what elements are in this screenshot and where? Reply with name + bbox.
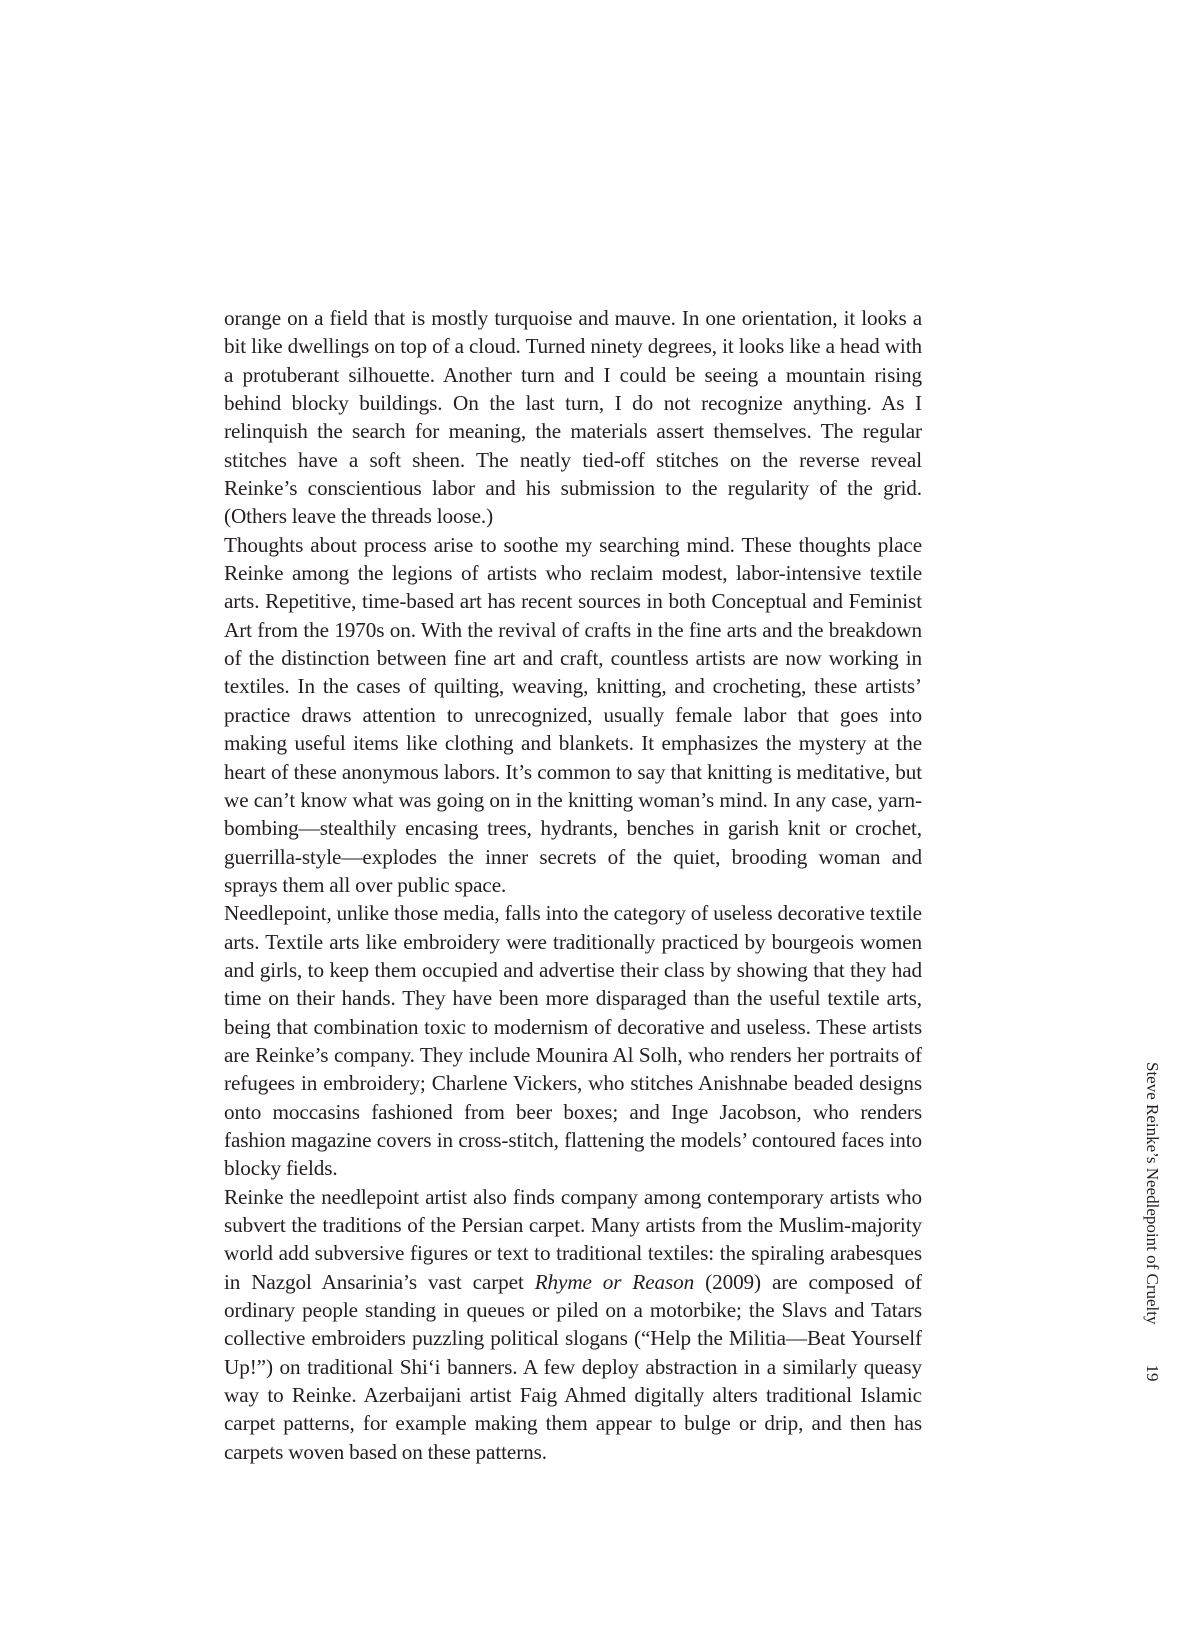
paragraph-4-lead: Reinke the needlepoint artist also finds company among contemporary artists who subvert the traditions of the Persian carpet. Many artists from the Muslim-majority world add subversive figures or text to traditional textiles: the spiraling arabesques in Nazgol Ansarinia’s vast carpet bbox=[224, 1184, 922, 1294]
paragraph-1: orange on a field that is mostly turquoise and mauve. In one orientation, it looks a bit like dwellings on top of a cloud. Turned ninety degrees, it looks like a head with a protuberant silhouette. Another turn and I could be seeing a mountain rising behind blocky buildings. On the last turn, I do not recognize anything. As I relinquish the search for meaning, the materials assert themselves. The regular stitches have a soft sheen. The neatly tied-off stitches on the reverse reveal Reinke’s conscientious labor and his submission to the regularity of the grid. (Others leave the threads loose.) bbox=[224, 306, 922, 529]
paragraph-2: Thoughts about process arise to soothe my searching mind. These thoughts place Reinke among the legions of artists who reclaim modest, labor-intensive textile arts. Repetitive, time-based art has recent sources in both Conceptual and Feminist Art from the 1970s on. With the revival of crafts in the fine arts and the breakdown of the distinction between fine art and craft, countless artists are now working in textiles. In the cases of quilting, weaving, knitting, and crocheting, these artists’ practice draws attention to unrecognized, usually female labor that goes into making useful items like clothing and blankets. It emphasizes the mystery at the heart of these anonymous labors. It’s common to say that knitting is meditative, but we can’t know what was going on in the knitting woman’s mind. In any case, yarn-bombing—stealthily encasing trees, hydrants, benches in garish knit or crochet, guerrilla-style—explodes the inner secrets of the quiet, brooding woman and sprays them all over public space. bbox=[224, 532, 922, 897]
paragraph-4 bbox=[224, 1183, 922, 1466]
running-head bbox=[1140, 1062, 1164, 1442]
paragraph-4-rest: (2009) are composed of ordinary people standing in queues or piled on a motorbike; the Slavs and Tatars collective embroiders puzzling political slogans (“Help the Militia—Beat Yourself Up!”) on traditional Shi‘i banners. A few deploy abstraction in a similarly queasy way to Reinke. Azerbaijani artist Faig Ahmed digitally alters traditional Islamic carpet patterns, for example making them appear to bulge or drip, and then has carpets woven based on these patterns. bbox=[224, 1269, 922, 1464]
paragraph-3: Needlepoint, unlike those media, falls into the category of useless decorative textile arts. Textile arts like embroidery were traditionally practiced by bourgeois women and girls, to keep them occupied and advertise their class by showing that they had time on their hands. They have been more disparaged than the useful textile arts, being that combination toxic to modernism of decorative and useless. These artists are Reinke’s company. They include Mounira Al Solh, who renders her portraits of refugees in embroidery; Charlene Vickers, who stitches Anishnabe beaded designs onto moccasins fashioned from beer boxes; and Inge Jacobson, who renders fashion magazine covers in cross-stitch, flattening the models’ contoured faces into blocky fields. bbox=[224, 901, 922, 1181]
body-text bbox=[224, 304, 922, 1466]
running-head-title: Steve Reinke’s Needlepoint of Cruelty bbox=[1143, 1062, 1162, 1325]
artwork-title: Rhyme or Reason bbox=[534, 1269, 695, 1294]
page-number: 19 bbox=[1143, 1364, 1162, 1382]
